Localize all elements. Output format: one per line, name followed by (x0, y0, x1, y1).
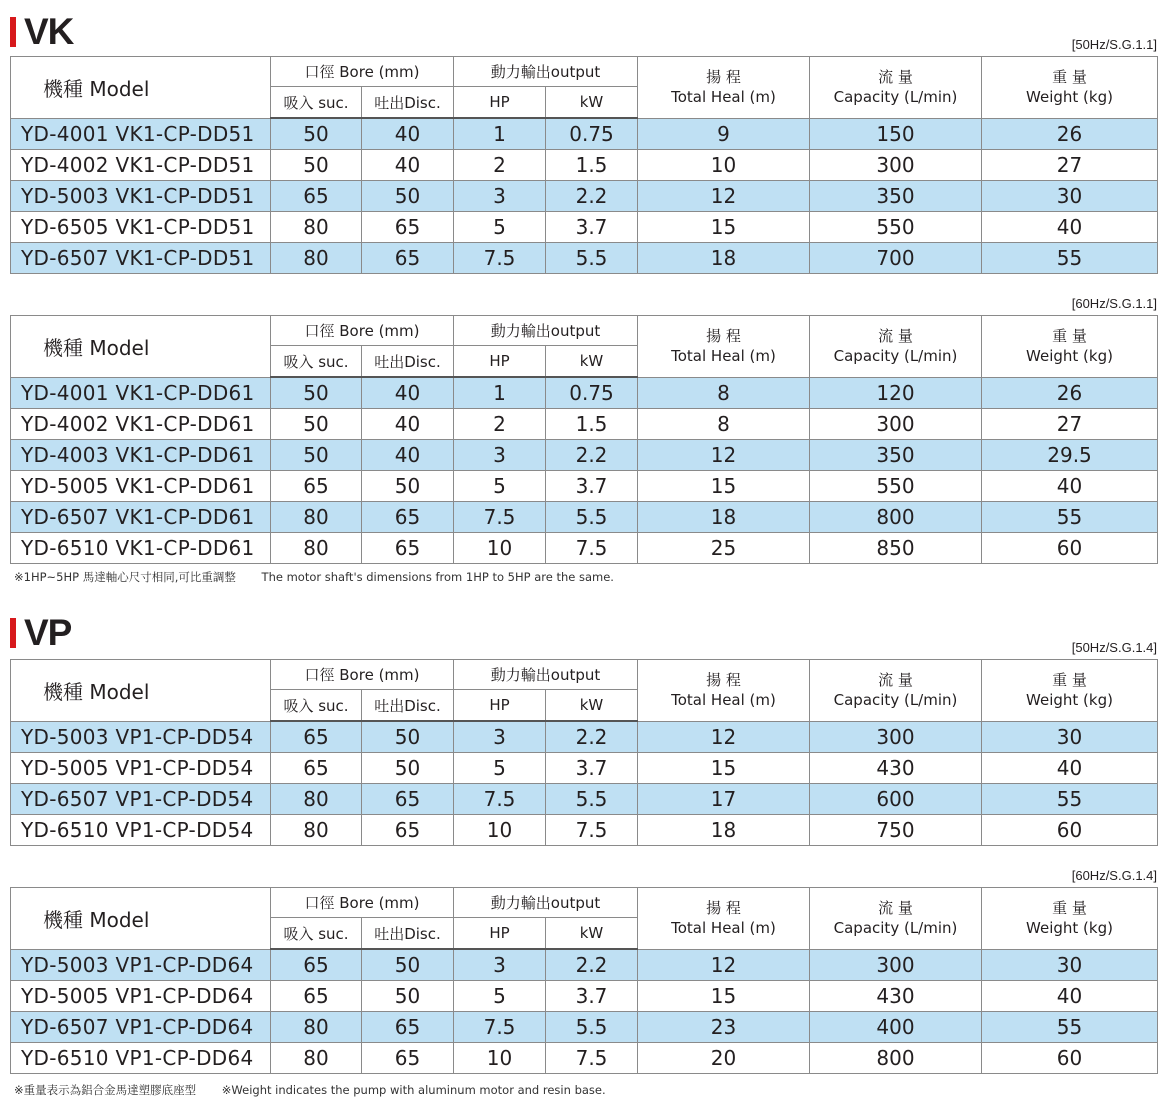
cell-head: 25 (638, 533, 810, 564)
cell-weight: 55 (982, 784, 1158, 815)
cell-hp: 5 (454, 471, 546, 502)
cell-weight: 55 (982, 502, 1158, 533)
header-model: 機種 Model (11, 316, 271, 378)
cell-kw: 5.5 (546, 1012, 638, 1043)
condition-label: [50Hz/S.G.1.4] (1071, 640, 1157, 655)
cell-head: 9 (638, 118, 810, 150)
cell-model: YD-6507 VP1-CP-DD54 (11, 784, 271, 815)
cell-capacity: 300 (810, 721, 982, 753)
header-power: 動力輸出output (454, 57, 638, 87)
header-head-zh: 揚 程 (706, 671, 741, 690)
table-row (11, 533, 1158, 564)
cell-weight: 26 (982, 118, 1158, 150)
cell-kw: 7.5 (546, 815, 638, 846)
cell-suc: 80 (271, 243, 362, 274)
cell-suc: 65 (271, 471, 362, 502)
header-head-zh: 揚 程 (706, 899, 741, 918)
header-wt (982, 316, 1158, 378)
cell-disc: 40 (362, 150, 454, 181)
cell-weight: 40 (982, 471, 1158, 502)
cell-capacity: 150 (810, 118, 982, 150)
header-kw: kW (546, 690, 638, 722)
header-disc: 吐出Disc. (362, 87, 454, 119)
header-cap (810, 57, 982, 119)
cell-kw: 3.7 (546, 471, 638, 502)
cell-kw: 1.5 (546, 409, 638, 440)
cell-capacity: 300 (810, 949, 982, 981)
header-wt-en: Weight (kg) (1026, 88, 1113, 107)
cell-model: YD-4002 VK1-CP-DD61 (11, 409, 271, 440)
section-title-text: VK (24, 11, 74, 52)
cell-head: 8 (638, 377, 810, 409)
cell-suc: 50 (271, 409, 362, 440)
cell-kw: 5.5 (546, 243, 638, 274)
cell-weight: 27 (982, 409, 1158, 440)
cell-capacity: 850 (810, 533, 982, 564)
header-head (638, 316, 810, 378)
table-row (11, 243, 1158, 274)
cell-kw: 3.7 (546, 753, 638, 784)
header-cap (810, 888, 982, 950)
cell-capacity: 430 (810, 981, 982, 1012)
cell-hp: 3 (454, 949, 546, 981)
cell-model: YD-4002 VK1-CP-DD51 (11, 150, 271, 181)
header-head (638, 57, 810, 119)
spec-table (10, 315, 1158, 564)
cell-model: YD-6507 VP1-CP-DD64 (11, 1012, 271, 1043)
cell-model: YD-6510 VP1-CP-DD54 (11, 815, 271, 846)
cell-weight: 40 (982, 981, 1158, 1012)
table-row (11, 377, 1158, 409)
cell-capacity: 400 (810, 1012, 982, 1043)
cell-capacity: 120 (810, 377, 982, 409)
cell-model: YD-5005 VP1-CP-DD54 (11, 753, 271, 784)
cell-weight: 55 (982, 243, 1158, 274)
cell-model: YD-5005 VK1-CP-DD61 (11, 471, 271, 502)
cell-suc: 50 (271, 150, 362, 181)
cell-kw: 2.2 (546, 721, 638, 753)
header-cap-zh: 流 量 (878, 671, 913, 690)
red-bar-icon (10, 17, 16, 47)
cell-hp: 7.5 (454, 784, 546, 815)
condition-label: [50Hz/S.G.1.1] (1071, 37, 1157, 52)
cell-model: YD-6510 VK1-CP-DD61 (11, 533, 271, 564)
cell-disc: 50 (362, 471, 454, 502)
header-cap-en: Capacity (L/min) (833, 88, 958, 107)
header-cap-en: Capacity (L/min) (833, 919, 958, 938)
cell-hp: 1 (454, 377, 546, 409)
cell-model: YD-4001 VK1-CP-DD51 (11, 118, 271, 150)
header-power: 動力輸出output (454, 316, 638, 346)
cell-hp: 7.5 (454, 502, 546, 533)
cell-kw: 0.75 (546, 377, 638, 409)
header-cap-zh: 流 量 (878, 327, 913, 346)
cell-head: 17 (638, 784, 810, 815)
cell-disc: 50 (362, 949, 454, 981)
cell-weight: 60 (982, 815, 1158, 846)
header-power: 動力輸出output (454, 888, 638, 918)
cell-hp: 3 (454, 181, 546, 212)
cell-capacity: 600 (810, 784, 982, 815)
header-kw: kW (546, 918, 638, 950)
cell-suc: 80 (271, 1043, 362, 1074)
header-bore: 口徑 Bore (mm) (271, 660, 454, 690)
table-row (11, 981, 1158, 1012)
header-cap (810, 660, 982, 722)
cell-model: YD-5003 VP1-CP-DD54 (11, 721, 271, 753)
cell-capacity: 300 (810, 150, 982, 181)
cell-head: 18 (638, 502, 810, 533)
cell-model: YD-5003 VP1-CP-DD64 (11, 949, 271, 981)
cell-suc: 80 (271, 212, 362, 243)
cell-head: 12 (638, 949, 810, 981)
cell-head: 18 (638, 815, 810, 846)
cell-disc: 50 (362, 753, 454, 784)
cell-head: 12 (638, 181, 810, 212)
cell-disc: 40 (362, 377, 454, 409)
cell-disc: 65 (362, 243, 454, 274)
header-wt-zh: 重 量 (1052, 671, 1087, 690)
header-wt-en: Weight (kg) (1026, 919, 1113, 938)
cell-disc: 65 (362, 502, 454, 533)
header-kw: kW (546, 87, 638, 119)
cell-suc: 80 (271, 1012, 362, 1043)
cell-disc: 65 (362, 212, 454, 243)
condition-label: [60Hz/S.G.1.4] (1071, 868, 1157, 883)
cell-model: YD-6507 VK1-CP-DD61 (11, 502, 271, 533)
header-head (638, 660, 810, 722)
cell-disc: 65 (362, 1043, 454, 1074)
table-row (11, 721, 1158, 753)
cell-disc: 50 (362, 181, 454, 212)
cell-weight: 60 (982, 533, 1158, 564)
table-row (11, 502, 1158, 533)
table-row (11, 409, 1158, 440)
cell-hp: 5 (454, 753, 546, 784)
section-title-text: VP (24, 612, 72, 653)
cell-disc: 65 (362, 533, 454, 564)
header-hp: HP (454, 346, 546, 378)
header-hp: HP (454, 918, 546, 950)
header-wt (982, 660, 1158, 722)
cell-suc: 80 (271, 815, 362, 846)
cell-hp: 2 (454, 150, 546, 181)
cell-head: 15 (638, 753, 810, 784)
section-title-vp (10, 612, 72, 653)
header-wt (982, 888, 1158, 950)
table-row (11, 471, 1158, 502)
cell-suc: 80 (271, 784, 362, 815)
cell-hp: 3 (454, 440, 546, 471)
cell-disc: 65 (362, 1012, 454, 1043)
cell-hp: 7.5 (454, 243, 546, 274)
cell-weight: 26 (982, 377, 1158, 409)
cell-head: 12 (638, 440, 810, 471)
cell-capacity: 700 (810, 243, 982, 274)
table-row (11, 784, 1158, 815)
cell-head: 20 (638, 1043, 810, 1074)
cell-hp: 10 (454, 533, 546, 564)
cell-model: YD-4001 VK1-CP-DD61 (11, 377, 271, 409)
cell-suc: 50 (271, 377, 362, 409)
header-head (638, 888, 810, 950)
cell-kw: 7.5 (546, 1043, 638, 1074)
cell-kw: 5.5 (546, 784, 638, 815)
cell-suc: 65 (271, 721, 362, 753)
header-head-zh: 揚 程 (706, 68, 741, 87)
cell-suc: 80 (271, 502, 362, 533)
cell-hp: 1 (454, 118, 546, 150)
cell-capacity: 750 (810, 815, 982, 846)
header-wt-zh: 重 量 (1052, 327, 1087, 346)
header-head-en: Total Heal (m) (671, 691, 776, 710)
cell-capacity: 800 (810, 1043, 982, 1074)
cell-capacity: 350 (810, 181, 982, 212)
header-head-en: Total Heal (m) (671, 88, 776, 107)
header-wt-en: Weight (kg) (1026, 347, 1113, 366)
cell-model: YD-5003 VK1-CP-DD51 (11, 181, 271, 212)
header-head-en: Total Heal (m) (671, 347, 776, 366)
spec-table (10, 887, 1158, 1074)
header-head-zh: 揚 程 (706, 327, 741, 346)
header-suc: 吸入 suc. (271, 87, 362, 119)
header-cap (810, 316, 982, 378)
table-row (11, 212, 1158, 243)
header-wt (982, 57, 1158, 119)
header-cap-zh: 流 量 (878, 899, 913, 918)
cell-disc: 40 (362, 440, 454, 471)
header-hp: HP (454, 690, 546, 722)
spec-table (10, 659, 1158, 846)
cell-capacity: 430 (810, 753, 982, 784)
header-bore: 口徑 Bore (mm) (271, 888, 454, 918)
header-cap-en: Capacity (L/min) (833, 347, 958, 366)
footnote-zh: ※重量表示為鋁合金馬達塑膠底座型 (14, 1083, 197, 1097)
cell-capacity: 550 (810, 212, 982, 243)
cell-hp: 3 (454, 721, 546, 753)
cell-weight: 30 (982, 181, 1158, 212)
header-suc: 吸入 suc. (271, 690, 362, 722)
header-cap-en: Capacity (L/min) (833, 691, 958, 710)
table-row (11, 1012, 1158, 1043)
section-title-vk (10, 11, 74, 52)
cell-hp: 2 (454, 409, 546, 440)
cell-head: 15 (638, 212, 810, 243)
cell-disc: 65 (362, 815, 454, 846)
header-disc: 吐出Disc. (362, 918, 454, 950)
header-model: 機種 Model (11, 888, 271, 950)
cell-hp: 10 (454, 1043, 546, 1074)
cell-suc: 65 (271, 181, 362, 212)
footnote-zh: ※1HP~5HP 馬達軸心尺寸相同,可比重調整 (14, 570, 236, 584)
cell-disc: 50 (362, 721, 454, 753)
header-wt-zh: 重 量 (1052, 899, 1087, 918)
header-wt-zh: 重 量 (1052, 68, 1087, 87)
cell-suc: 50 (271, 118, 362, 150)
cell-model: YD-6505 VK1-CP-DD51 (11, 212, 271, 243)
table-row (11, 181, 1158, 212)
cell-weight: 27 (982, 150, 1158, 181)
table-row (11, 150, 1158, 181)
cell-kw: 5.5 (546, 502, 638, 533)
cell-head: 12 (638, 721, 810, 753)
cell-capacity: 300 (810, 409, 982, 440)
cell-head: 10 (638, 150, 810, 181)
cell-hp: 7.5 (454, 1012, 546, 1043)
cell-disc: 65 (362, 784, 454, 815)
cell-head: 15 (638, 981, 810, 1012)
footnote-en: The motor shaft's dimensions from 1HP to 5HP are the same. (261, 570, 614, 584)
spec-table (10, 56, 1158, 274)
table-row (11, 440, 1158, 471)
cell-weight: 55 (982, 1012, 1158, 1043)
table-row (11, 118, 1158, 150)
cell-suc: 65 (271, 753, 362, 784)
cell-model: YD-5005 VP1-CP-DD64 (11, 981, 271, 1012)
cell-model: YD-6507 VK1-CP-DD51 (11, 243, 271, 274)
cell-weight: 60 (982, 1043, 1158, 1074)
header-disc: 吐出Disc. (362, 690, 454, 722)
header-disc: 吐出Disc. (362, 346, 454, 378)
header-suc: 吸入 suc. (271, 918, 362, 950)
cell-kw: 1.5 (546, 150, 638, 181)
header-bore: 口徑 Bore (mm) (271, 57, 454, 87)
cell-head: 18 (638, 243, 810, 274)
header-head-en: Total Heal (m) (671, 919, 776, 938)
cell-hp: 10 (454, 815, 546, 846)
table-row (11, 1043, 1158, 1074)
table-row (11, 753, 1158, 784)
cell-weight: 30 (982, 949, 1158, 981)
cell-kw: 2.2 (546, 440, 638, 471)
cell-suc: 65 (271, 981, 362, 1012)
cell-weight: 29.5 (982, 440, 1158, 471)
footnote (14, 1082, 628, 1098)
condition-label: [60Hz/S.G.1.1] (1071, 296, 1157, 311)
cell-model: YD-6510 VP1-CP-DD64 (11, 1043, 271, 1074)
cell-kw: 3.7 (546, 981, 638, 1012)
cell-capacity: 800 (810, 502, 982, 533)
cell-disc: 40 (362, 409, 454, 440)
header-model: 機種 Model (11, 660, 271, 722)
cell-suc: 65 (271, 949, 362, 981)
footnote-en: ※Weight indicates the pump with aluminum motor and resin base. (221, 1083, 606, 1097)
header-suc: 吸入 suc. (271, 346, 362, 378)
cell-model: YD-4003 VK1-CP-DD61 (11, 440, 271, 471)
cell-kw: 0.75 (546, 118, 638, 150)
header-cap-zh: 流 量 (878, 68, 913, 87)
cell-weight: 40 (982, 212, 1158, 243)
header-wt-en: Weight (kg) (1026, 691, 1113, 710)
cell-hp: 5 (454, 212, 546, 243)
header-bore: 口徑 Bore (mm) (271, 316, 454, 346)
cell-hp: 5 (454, 981, 546, 1012)
cell-capacity: 550 (810, 471, 982, 502)
cell-kw: 7.5 (546, 533, 638, 564)
cell-head: 15 (638, 471, 810, 502)
cell-weight: 30 (982, 721, 1158, 753)
cell-suc: 50 (271, 440, 362, 471)
cell-head: 8 (638, 409, 810, 440)
table-row (11, 815, 1158, 846)
cell-head: 23 (638, 1012, 810, 1043)
cell-capacity: 350 (810, 440, 982, 471)
cell-kw: 2.2 (546, 181, 638, 212)
cell-weight: 40 (982, 753, 1158, 784)
cell-disc: 50 (362, 981, 454, 1012)
cell-disc: 40 (362, 118, 454, 150)
cell-suc: 80 (271, 533, 362, 564)
footnote (14, 569, 636, 585)
header-model: 機種 Model (11, 57, 271, 119)
table-row (11, 949, 1158, 981)
red-bar-icon (10, 618, 16, 648)
header-kw: kW (546, 346, 638, 378)
header-power: 動力輸出output (454, 660, 638, 690)
cell-kw: 3.7 (546, 212, 638, 243)
cell-kw: 2.2 (546, 949, 638, 981)
header-hp: HP (454, 87, 546, 119)
